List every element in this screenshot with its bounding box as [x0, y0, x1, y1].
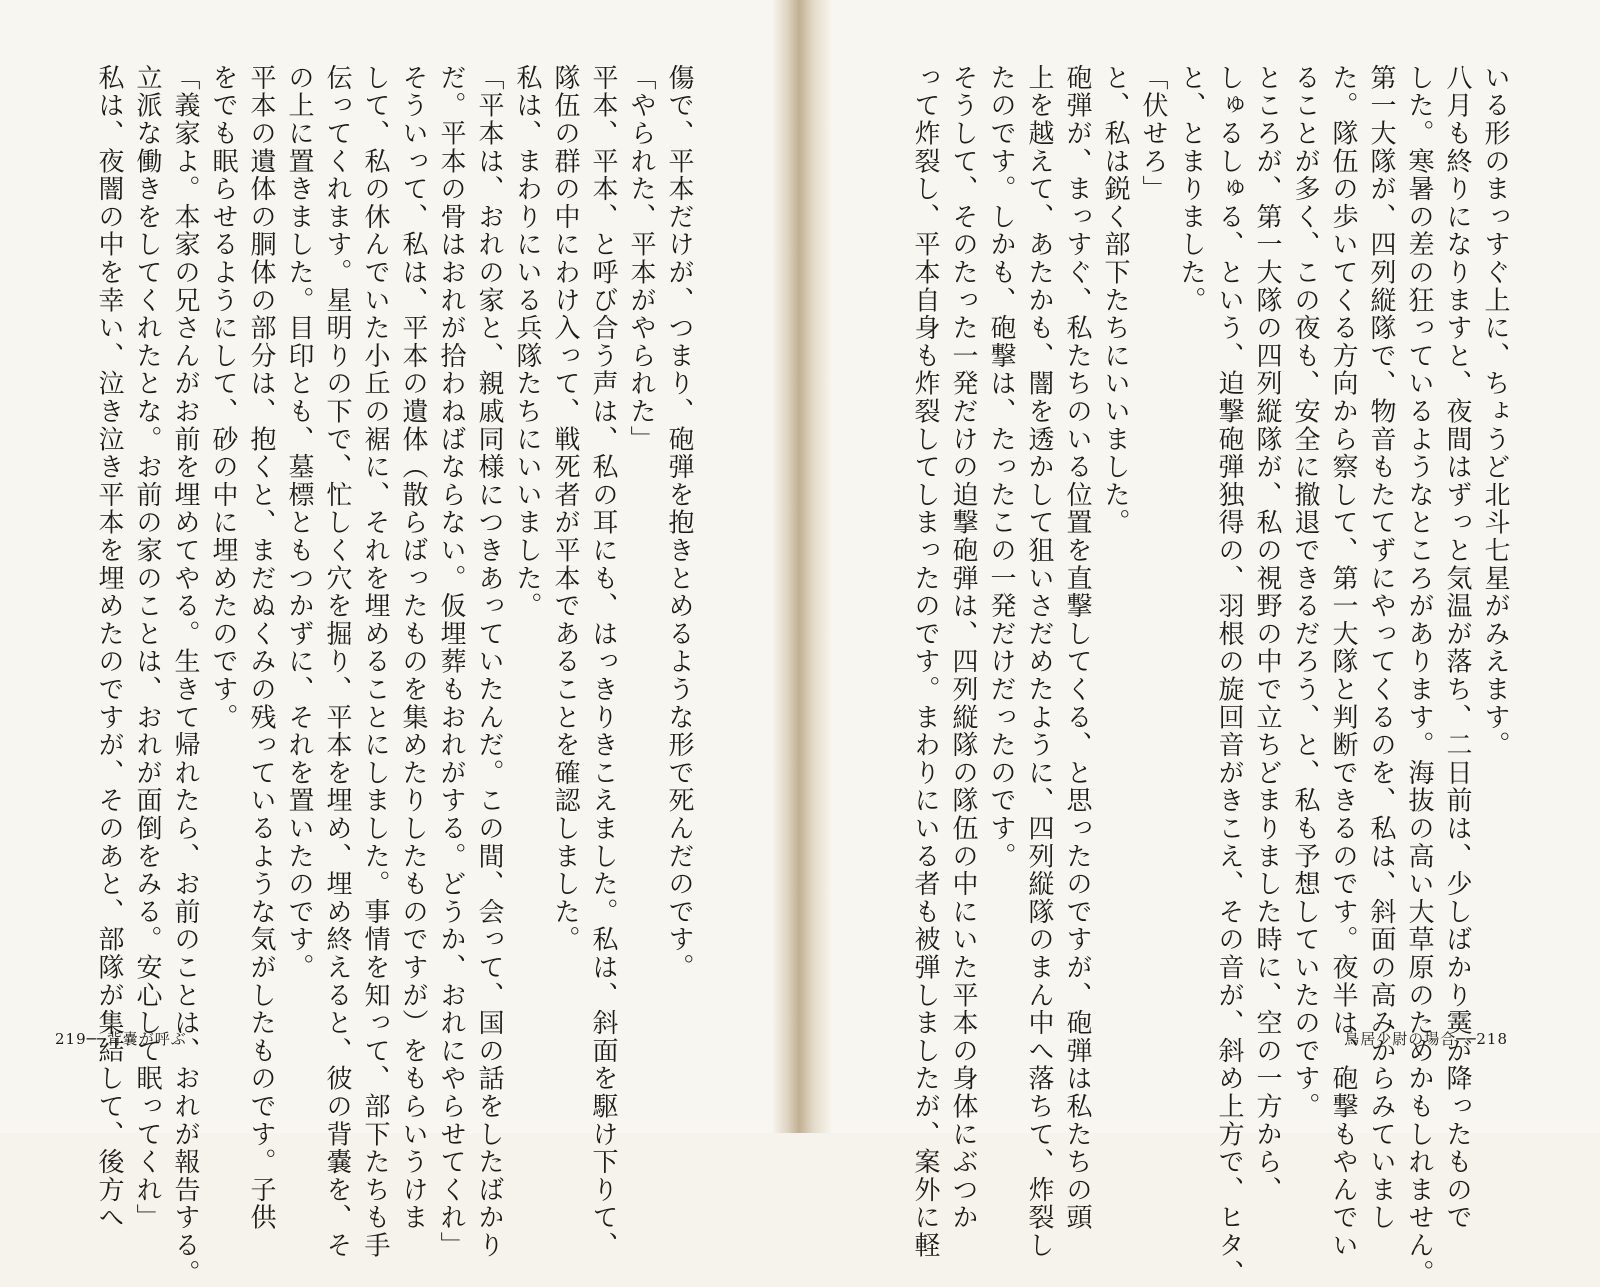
text-line: ることが多く、この夜も、安全に撤退できるだろう、と、私も予想していたのです。: [1290, 64, 1320, 1121]
text-line: 「伏せろ」: [1138, 64, 1168, 203]
text-line: と、とまりました。: [1176, 64, 1206, 315]
text-line: 私は、夜闇の中を幸い、泣き泣き平本を埋めたのですが、そのあと、部隊が集結して、後方へ: [94, 64, 124, 1232]
text-line: 砲弾が、まっすぐ、私たちのいる位置を直撃してくる、と思ったのですが、砲弾は私たちの頭: [1062, 64, 1092, 1232]
text-line: 平本の遺体の胴体の部分は、抱くと、まだぬくみの残っているような気がしたものです。子供: [246, 64, 276, 1232]
right-page: [790, 0, 1600, 1287]
left-page: [0, 0, 790, 1287]
text-line: 上を越えて、あたかも、闇を透かして狙いさだめたように、四列縦隊のまん中へ落ちて、炸裂し: [1024, 64, 1054, 1260]
text-line: そういって、私は、平本の遺体（散らばったものを集めたりしたものですが）をもらいうけま: [398, 64, 428, 1232]
text-line: ところが、第一大隊の四列縦隊が、私の視野の中で立ちどまりました時に、空の一方から、: [1252, 64, 1282, 1204]
book-gutter: [772, 0, 832, 1133]
text-line: と、私は鋭く部下たちにいいました。: [1100, 64, 1130, 537]
text-line: た。隊伍の歩いてくる方向から察して、第一大隊と判断できるのです。夜半は、砲撃もやんでい: [1328, 64, 1358, 1260]
text-line: して、私の休んでいた小丘の裾に、それを埋めることにしました。事情を知って、部下たちも手: [360, 64, 390, 1260]
text-line: 伝ってくれます。星明りの下で、忙しく穴を掘り、平本を埋め、埋め終えると、彼の背嚢を、そ: [322, 64, 352, 1260]
text-line: 「平本は、おれの家と、親戚同様につきあっていたんだ。この間、会って、国の話をしたばかり: [474, 64, 504, 1260]
text-line: 「やられた、平本がやられた」: [626, 64, 656, 454]
text-line: たのです。しかも、砲撃は、たったこの一発だけだったのです。: [986, 64, 1016, 871]
text-line: だ。平本の骨はおれが拾わねばならない。仮埋葬もおれがする。どうか、おれにやらせてくれ」: [436, 64, 466, 1260]
text-line: 八月も終りになりますと、夜間はずっと気温が落ち、二日前は、少しばかり霙が降ったもので: [1442, 64, 1472, 1232]
text-line: 第一大隊が、四列縦隊で、物音もたてずにやってくるのを、私は、斜面の高みからみていまし: [1366, 64, 1396, 1232]
text-line: した。寒暑の差の狂っているようなところがあります。海抜の高い大草原のためかもしれません。: [1404, 64, 1434, 1287]
text-line: 私は、まわりにいる兵隊たちにいいました。: [512, 64, 542, 620]
text-line: そうして、そのたった一発だけの迫撃砲弾は、四列縦隊の隊伍の中にいた平本の身体にぶつか: [948, 64, 978, 1232]
text-line: 傷で、平本だけが、つまり、砲弾を抱きとめるような形で死んだのです。: [664, 64, 694, 982]
text-line: 立派な働きをしてくれたとな。お前の家のことは、おれが面倒をみる。安心して眠ってくれ」: [132, 64, 162, 1232]
text-line: 隊伍の群の中にわけ入って、戦死者が平本であることを確認しました。: [550, 64, 580, 954]
text-line: の上に置きました。目印とも、墓標ともつかずに、それを置いたのです。: [284, 64, 314, 982]
text-line: 平本、平本、と呼び合う声は、私の耳にも、はっきりきこえました。私は、斜面を駆け下りて、: [588, 64, 618, 1260]
text-line: いる形のまっすぐ上に、ちょうど北斗七星がみえます。: [1480, 64, 1510, 759]
text-line: って炸裂し、平本自身も炸裂してしまったのです。まわりにいる者も被弾しましたが、案外に軽: [910, 64, 940, 1260]
text-line: をでも眠らせるようにして、砂の中に埋めたのです。: [208, 64, 238, 732]
page-footer-right: 鳥居少尉の場合──218: [1344, 1030, 1508, 1048]
text-line: 「義家よ。本家の兄さんがお前を埋めてやる。生きて帰れたら、お前のことは、おれが報告する。: [170, 64, 200, 1287]
text-line: しゅるしゅる、という、迫撃砲弾独得の、羽根の旋回音がきこえ、その音が、斜め上方で、ヒタ、: [1214, 64, 1244, 1287]
page-footer-left: 219──背嚢が呼ぶ: [55, 1030, 187, 1048]
